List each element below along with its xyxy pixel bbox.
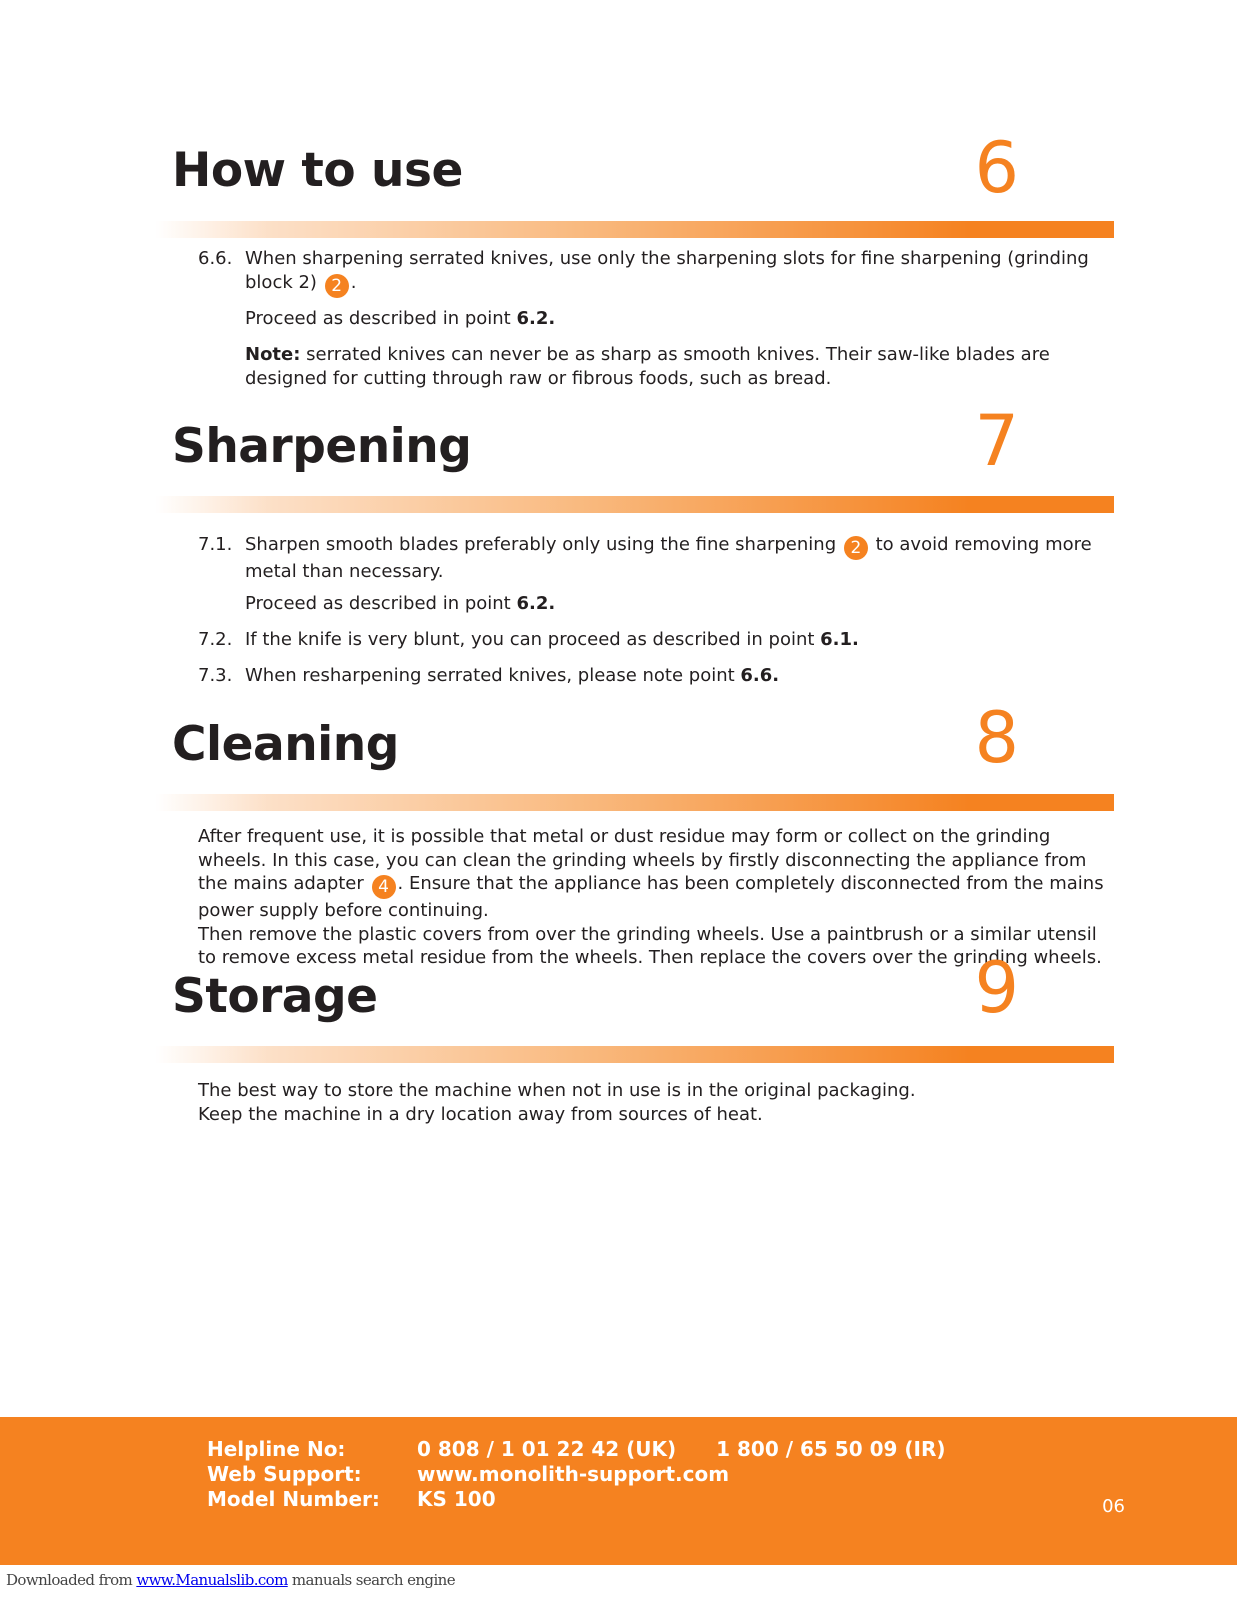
cleaning-text: After frequent use, it is possible that metal or dust residue may form or collect on the grinding wheels. In this case, you can clean the grinding wheels by firstly disconnecting the appliance from the mains adapter [198,826,1087,894]
download-attribution [6,1571,455,1589]
cleaning-text-cont: . Ensure that the appliance has been completely disconnected from the mains power supply before continuing. [198,873,1104,921]
model-number-value: KS 100 [417,1487,496,1511]
section-divider [155,794,1114,811]
item-text: Sharpen smooth blades preferably only using the fine sharpening [245,534,837,555]
web-support-label: Web Support: [207,1462,362,1486]
web-support-url[interactable]: www.monolith-support.com [417,1462,730,1486]
item-text: When resharpening serrated knives, please note point [245,665,741,686]
section-divider [155,496,1114,513]
section-number-9: 9 [974,947,1019,1029]
page-number: 06 [1102,1496,1125,1517]
section-title-storage: Storage [172,969,378,1024]
item-text-end: . [350,272,357,293]
model-number-label: Model Number: [207,1487,380,1511]
download-prefix: Downloaded from [6,1571,137,1589]
item-text: When sharpening serrated knives, use only the sharpening slots for fine sharpening (grinding block 2) [245,248,1089,293]
section-divider [155,1046,1114,1063]
cleaning-text-2: Then remove the plastic covers from over the grinding wheels. Use a paintbrush or a similar utensil to remove excess metal residue from the wheels. Then replace the covers over the grinding wheels. [198,923,1102,968]
item-number: 7.2. [198,629,233,650]
note-label: Note: [245,344,301,365]
note-paragraph [245,343,1115,391]
item-text: If the knife is very blunt, you can proceed as described in point [245,629,821,650]
callout-badge: 2 [844,536,868,560]
point-reference: 6.2. [516,593,556,614]
proceed-text: Proceed as described in point [245,308,517,329]
list-item-7-1 [198,533,1108,584]
manualslib-link[interactable]: www.Manualslib.com [136,1571,288,1589]
section-title-sharpening: Sharpening [172,419,472,474]
storage-paragraph [198,1079,1118,1126]
section-number-8: 8 [974,697,1019,779]
item-number: 7.1. [198,534,233,555]
footer-band [0,1417,1237,1565]
point-reference: 6.6. [740,665,780,686]
helpline-uk: 0 808 / 1 01 22 42 (UK) [417,1437,677,1461]
list-item-7-2 [198,628,1108,652]
storage-line-2: Keep the machine in a dry location away from sources of heat. [198,1103,763,1125]
item-number: 7.3. [198,665,233,686]
callout-badge: 2 [325,274,349,298]
item-number: 6.6. [198,248,233,269]
storage-line-1: The best way to store the machine when not in use is in the original packaging. [198,1080,916,1101]
proceed-text: Proceed as described in point [245,593,517,614]
proceed-note [245,592,1115,616]
proceed-note [245,307,1115,331]
callout-badge: 4 [372,875,396,899]
web-support-row [207,1462,729,1486]
helpline-row [207,1437,946,1461]
section-title-cleaning: Cleaning [172,717,399,772]
section-title-how-to-use: How to use [172,143,463,198]
helpline-label: Helpline No: [207,1437,346,1461]
helpline-ir: 1 800 / 65 50 09 (IR) [716,1437,946,1461]
model-number-row [207,1487,496,1511]
section-number-7: 7 [974,400,1019,482]
section-divider [155,221,1114,238]
list-item-7-3 [198,664,1108,688]
point-reference: 6.1. [820,629,859,650]
section-number-6: 6 [974,127,1019,209]
download-suffix: manuals search engine [287,1571,455,1589]
item-text-end: to avoid removing more metal than necessary. [245,534,1092,582]
point-reference: 6.2. [516,308,556,329]
note-text: serrated knives can never be as sharp as smooth knives. Their saw-like blades are designed for cutting through raw or fibrous foods, such as bread. [245,344,1050,389]
list-item-6-6 [198,247,1108,298]
